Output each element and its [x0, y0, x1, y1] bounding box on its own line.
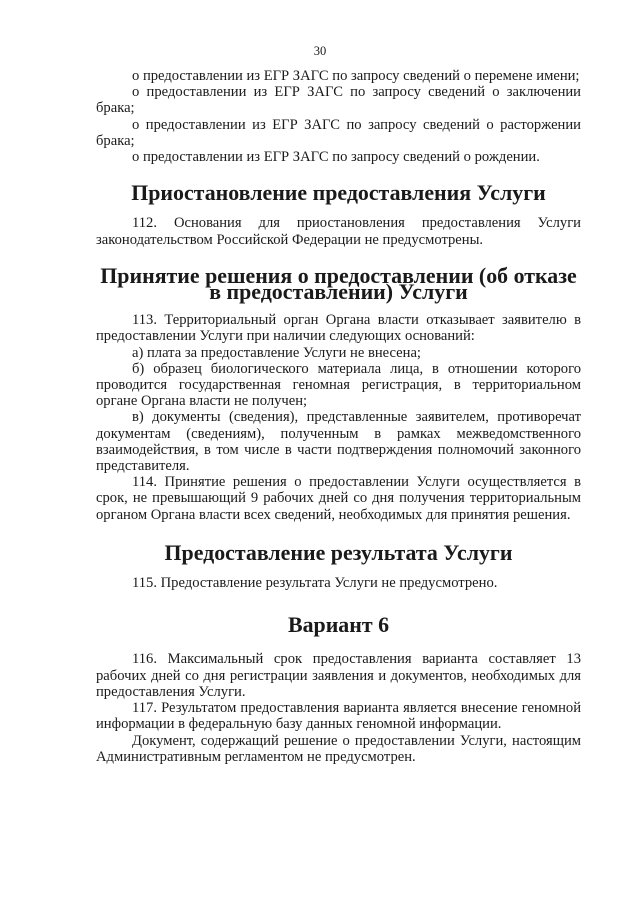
section-heading-result: Предоставление результата Услуги	[164, 539, 513, 565]
list-item: о предоставлении из ЕГР ЗАГС по запросу сведений о перемене имени;	[132, 68, 580, 84]
list-item: о предоставлении из ЕГР ЗАГС по запросу сведений о заключении брака;	[96, 84, 581, 117]
page-number: 30	[313, 44, 327, 58]
section-heading-variant-6: Вариант 6	[287, 612, 390, 638]
document-body	[96, 68, 581, 765]
paragraph-113-c: в) документы (сведения), представленные заявителем, противоречат документам (сведениям), полученным в рамках межведомственного взаимодействия, в том числе в части подтверждения полномочий законного представителя.	[96, 409, 581, 475]
list-item: о предоставлении из ЕГР ЗАГС по запросу сведений о рождении.	[132, 149, 540, 166]
section-heading-suspension: Приостановление предоставления Услуги	[131, 180, 546, 206]
paragraph-112: 112. Основания для приостановления предоставления Услуги законодательством Российской Федерации не предусмотрены.	[96, 215, 581, 248]
section-heading-decision: Принятие решения о предоставлении (об отказе в предоставлении) Услуги	[100, 262, 577, 305]
paragraph-113-b: б) образец биологического материала лица, в отношении которого проводится государственная геномная регистрация, в территориальном органе Органа власти не получен;	[96, 360, 581, 410]
paragraph-116: 116. Максимальный срок предоставления варианта составляет 13 рабочих дней со дня регистрации заявления и документов, необходимых для предоставления Услуги.	[96, 651, 581, 700]
list-item: о предоставлении из ЕГР ЗАГС по запросу сведений о расторжении брака;	[96, 116, 581, 149]
paragraph-113-a: а) плата за предоставление Услуги не внесена;	[132, 344, 421, 361]
paragraph-115: 115. Предоставление результата Услуги не предусмотрено.	[132, 575, 498, 592]
paragraph-document: Документ, содержащий решение о предоставлении Услуги, настоящим Административным регламентом не предусмотрен.	[96, 732, 581, 765]
paragraph-117: 117. Результатом предоставления варианта является внесение геномной информации в федеральную базу данных геномной информации.	[96, 700, 581, 733]
paragraph-114: 114. Принятие решения о предоставлении Услуги осуществляется в срок, не превышающий 9 рабочих дней со дня получения территориальным органом Органа власти всех сведений, необходимых для принятия решения.	[96, 474, 581, 523]
paragraph-113: 113. Территориальный орган Органа власти отказывает заявителю в предоставлении Услуги при наличии следующих оснований:	[96, 312, 581, 345]
